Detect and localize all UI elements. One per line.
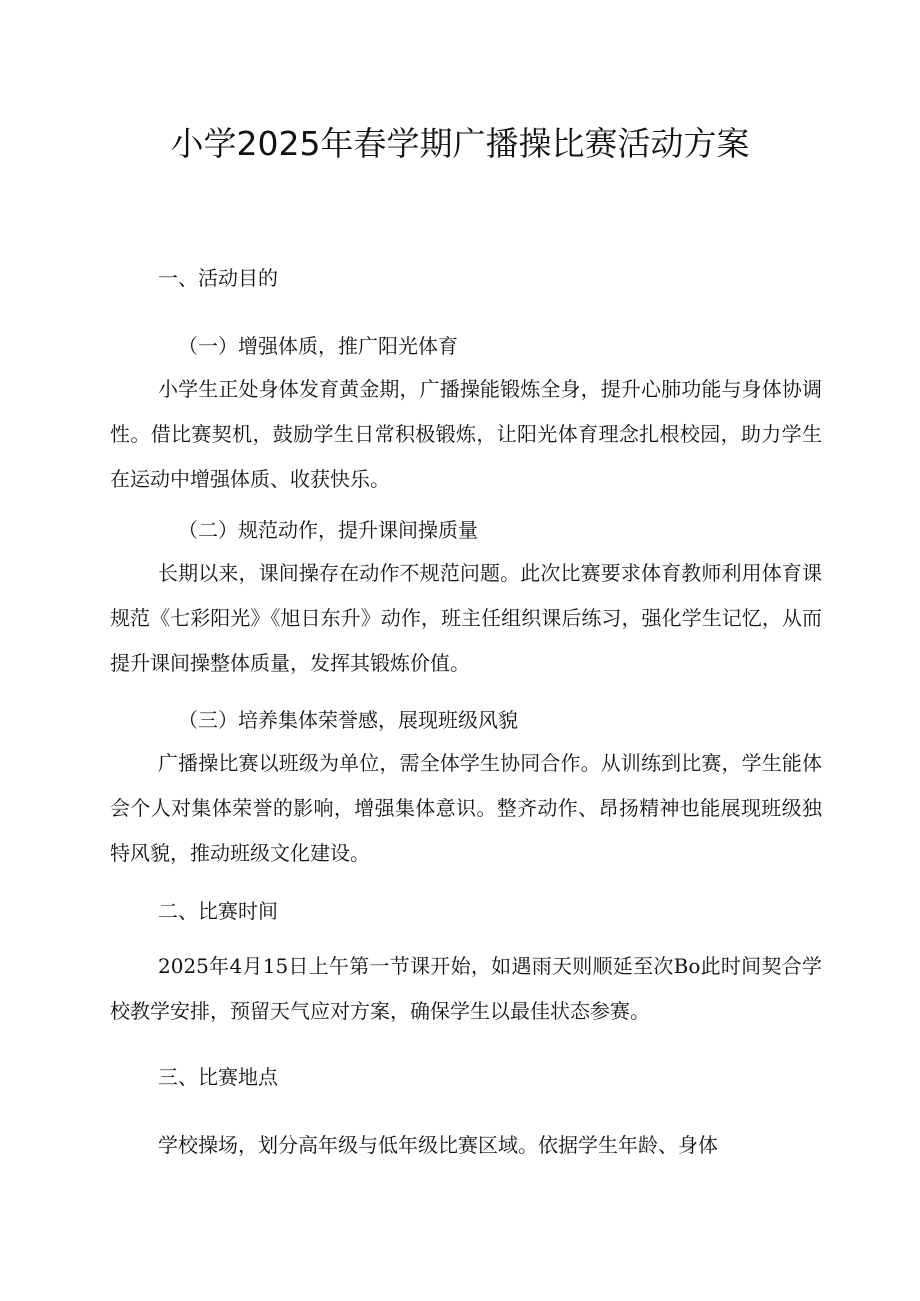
subheading-collective: （三）培养集体荣誉感，展现班级风貌 bbox=[178, 708, 518, 732]
section-heading-time: 二、比赛时间 bbox=[158, 899, 278, 923]
paragraph-time: 2025年4月15日上午第一节课开始，如遇雨天则顺延至次Bo此时间契合学校教学安排，预留天气应对方案，确保学生以最佳状态参赛。 bbox=[110, 954, 822, 1023]
subheading-standardize: （二）规范动作，提升课间操质量 bbox=[178, 518, 478, 542]
subheading-physique: （一）增强体质，推广阳光体育 bbox=[178, 334, 458, 358]
section-heading-location: 三、比赛地点 bbox=[158, 1065, 278, 1089]
paragraph-collective: 广播操比赛以班级为单位，需全体学生协同合作。从训练到比赛，学生能体会个人对集体荣誉的影响，增强集体意识。整齐动作、昂扬精神也能展现班级独特风貌，推动班级文化建设。 bbox=[110, 751, 822, 865]
document-title: 小学2025年春学期广播操比赛活动方案 bbox=[170, 124, 750, 163]
paragraph-physique: 小学生正处身体发育黄金期，广播操能锻炼全身，提升心肺功能与身体协调性。借比赛契机，鼓励学生日常积极锻炼，让阳光体育理念扎根校园，助力学生在运动中增强体质、收获快乐。 bbox=[110, 377, 822, 491]
paragraph-standardize: 长期以来，课间操存在动作不规范问题。此次比赛要求体育教师利用体育课规范《七彩阳光》《旭日东升》动作，班主任组织课后练习，强化学生记忆，从而提升课间操整体质量，发挥其锻炼价值。 bbox=[110, 561, 822, 675]
section-heading-purpose: 一、活动目的 bbox=[158, 266, 278, 290]
paragraph-location: 学校操场，划分高年级与低年级比赛区域。依据学生年龄、身体 bbox=[158, 1133, 718, 1157]
